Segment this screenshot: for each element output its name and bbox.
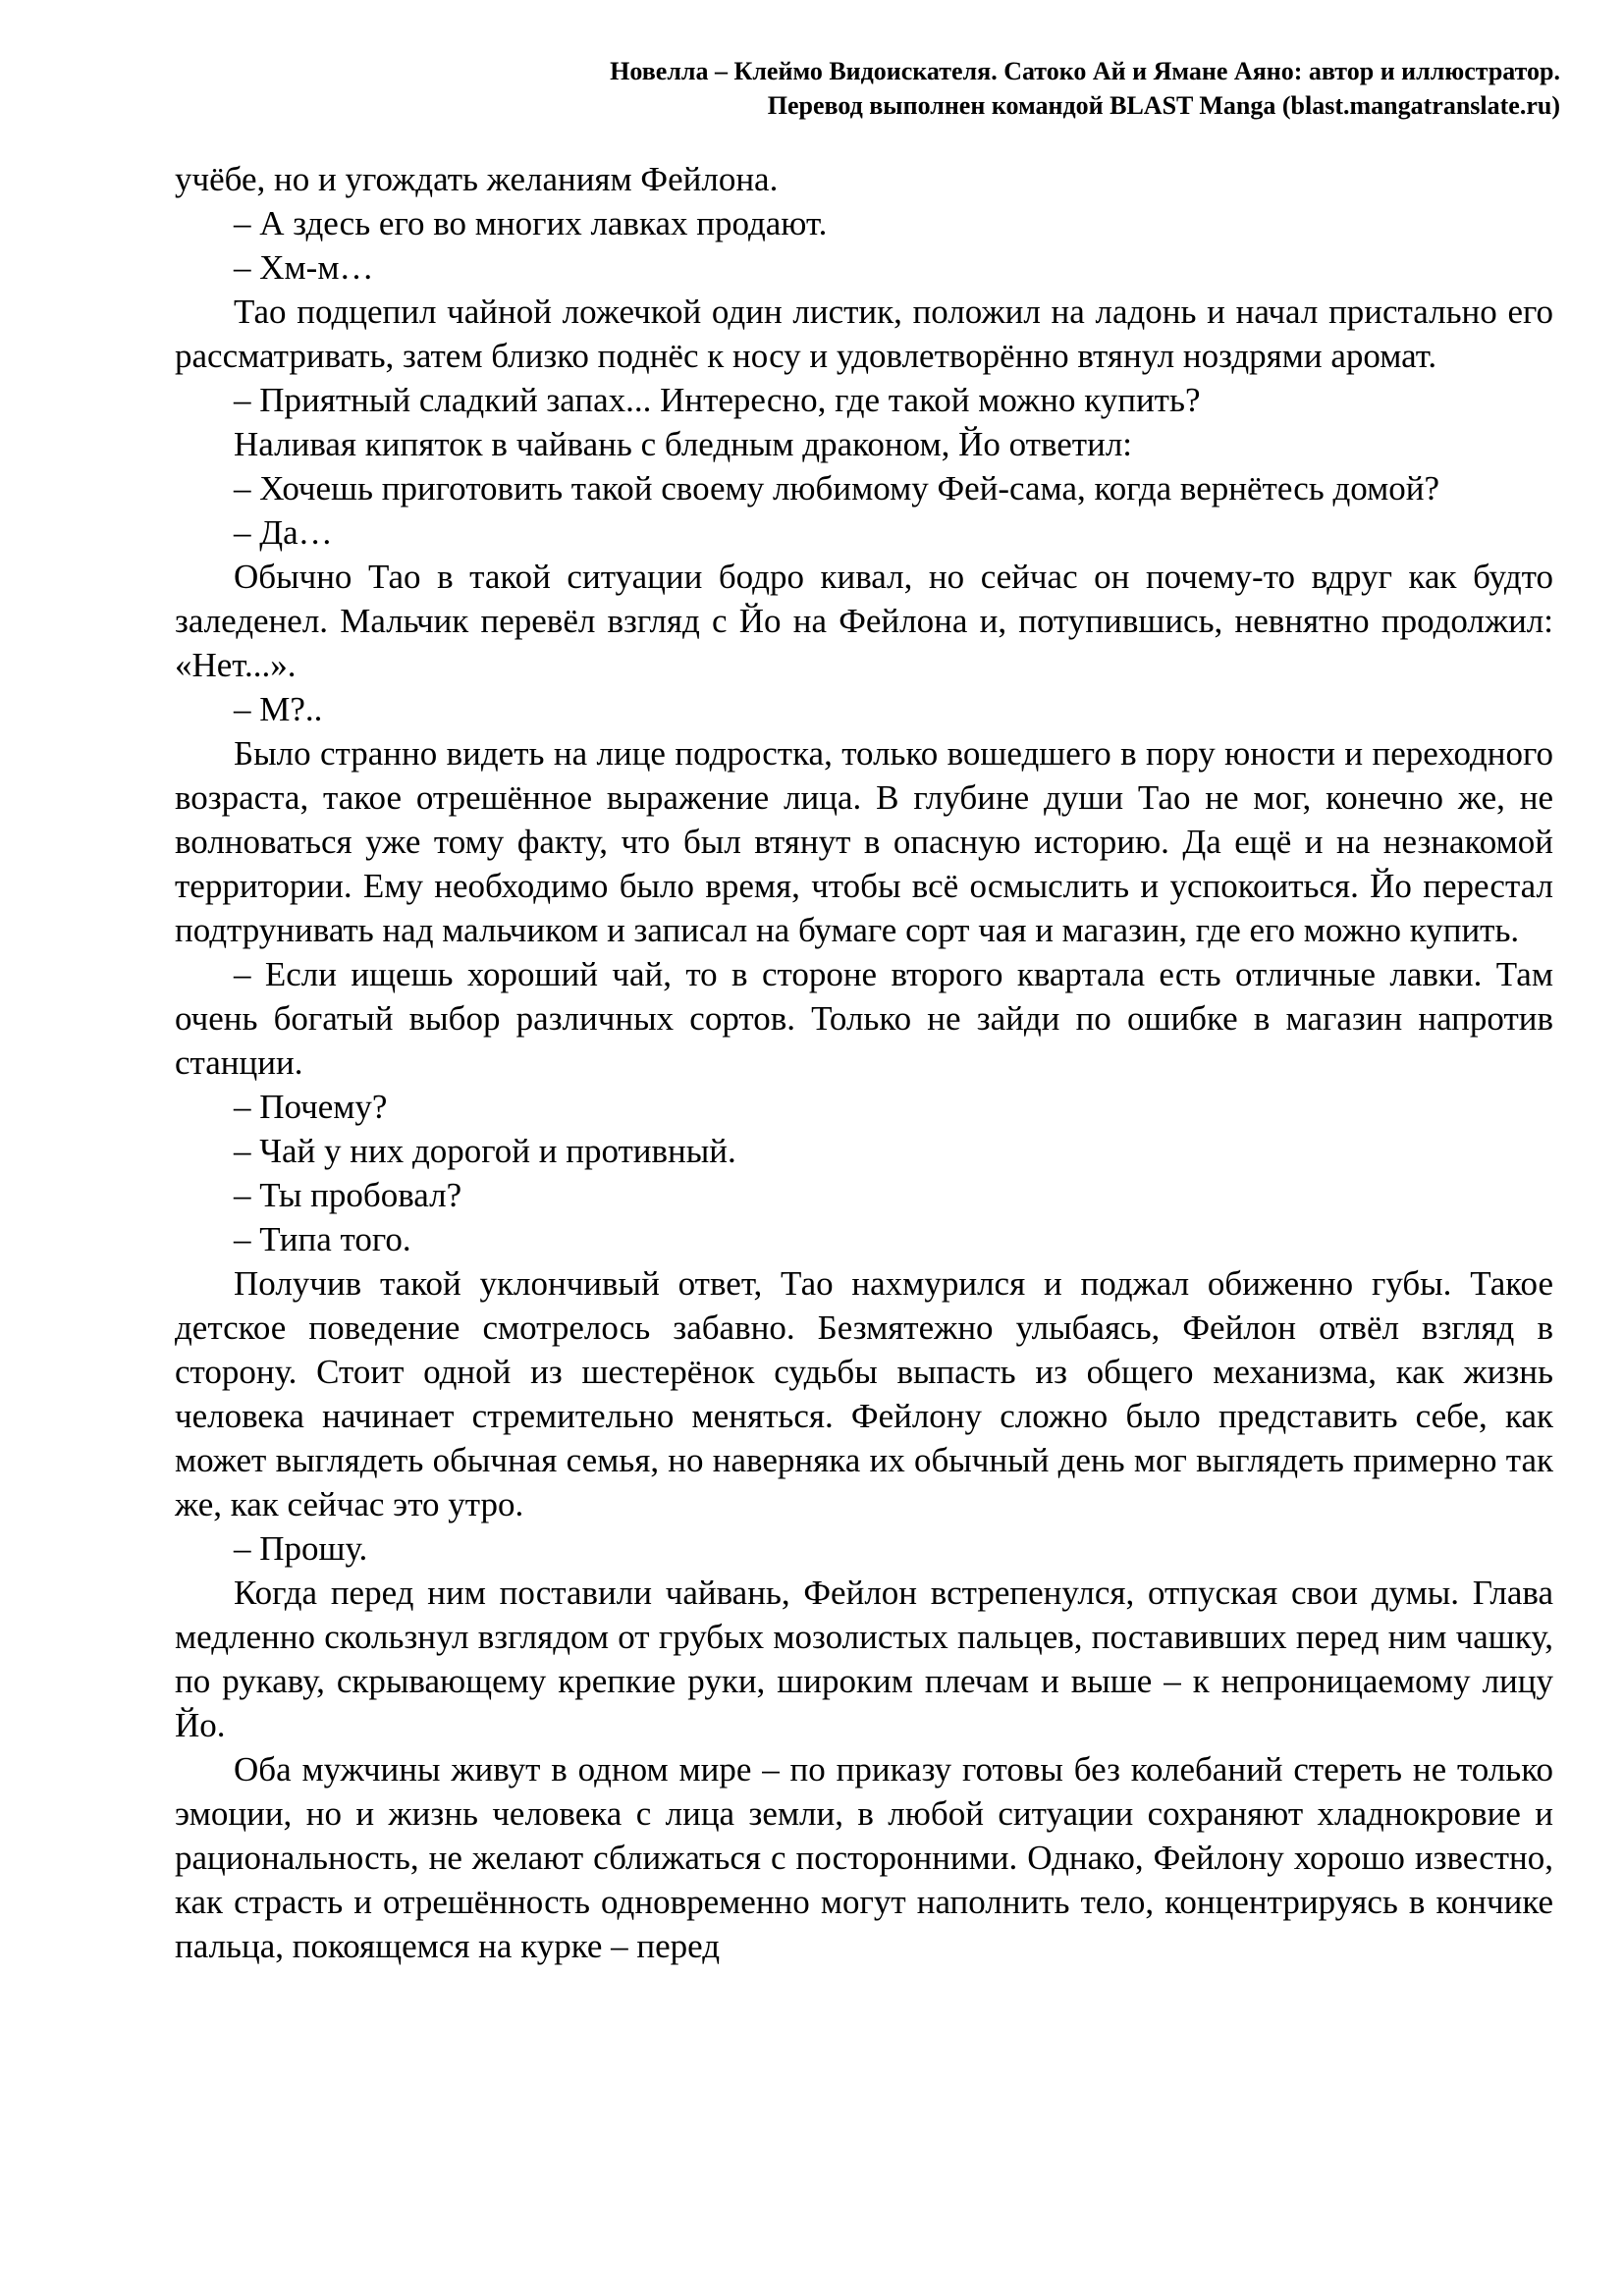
paragraph: – Почему?: [234, 1088, 388, 1126]
paragraph: Получив такой уклончивый ответ, Тао нахмурился и поджал обиженно губы. Такое детское поведение смотрелось забавно. Безмятежно улыбаясь, Фейлон отвёл взгляд в сторону. Стоит одной из шестерёнок судьбы выпасть из общего механизма, как жизнь человека начинает стремительно меняться. Фейлону сложно было представить себе, как может выглядеть обычная семья, но наверняка их обычный день мог выглядеть примерно так же, как сейчас это утро.: [175, 1264, 1553, 1523]
paragraph: – Типа того.: [234, 1220, 411, 1258]
paragraph: – М?..: [234, 690, 323, 728]
paragraph: – Прошу.: [234, 1529, 368, 1568]
paragraph: Было странно видеть на лице подростка, только вошедшего в пору юности и переходного возраста, такое отрешённое выражение лица. В глубине души Тао не мог, конечно же, не волноваться уже тому факту, что был втянут в опасную историю. Да ещё и на незнакомой территории. Ему необходимо было время, чтобы всё осмыслить и успокоиться. Йо перестал подтрунивать над мальчиком и записал на бумаге сорт чая и магазин, где его можно купить.: [175, 734, 1553, 949]
paragraph: – Хочешь приготовить такой своему любимому Фей-сама, когда вернётесь домой?: [234, 469, 1440, 507]
page-header: [186, 54, 1560, 123]
paragraph: Когда перед ним поставили чайвань, Фейлон встрепенулся, отпуская свои думы. Глава медленно скользнул взглядом от грубых мозолистых пальцев, поставивших перед ним чашку, по рукаву, скрывающему крепкие руки, широким плечам и выше – к непроницаемому лицу Йо.: [175, 1574, 1553, 1744]
paragraph: – Если ищешь хороший чай, то в стороне второго квартала есть отличные лавки. Там очень богатый выбор различных сортов. Только не зайди по ошибке в магазин напротив станции.: [175, 955, 1553, 1082]
paragraph: – Чай у них дорогой и противный.: [234, 1132, 736, 1170]
header-credits-line: Перевод выполнен командой BLAST Manga (blast.mangatranslate.ru): [767, 91, 1560, 120]
header-title-line: Новелла – Клеймо Видоискателя. Сатоко Ай и Ямане Аяно: автор и иллюстратор.: [610, 57, 1560, 85]
paragraph: – Приятный сладкий запах... Интересно, где такой можно купить?: [234, 381, 1201, 419]
paragraph: Тао подцепил чайной ложечкой один листик, положил на ладонь и начал пристально его рассматривать, затем близко поднёс к носу и удовлетворённо втянул ноздрями аромат.: [175, 293, 1553, 375]
paragraph: – А здесь его во многих лавках продают.: [234, 204, 828, 242]
paragraph: – Ты пробовал?: [234, 1176, 462, 1214]
body-text: [175, 157, 1553, 1968]
paragraph: Обычно Тао в такой ситуации бодро кивал, но сейчас он почему-то вдруг как будто заледенел. Мальчик перевёл взгляд с Йо на Фейлона и, потупившись, невнятно продолжил: «Нет...».: [175, 558, 1553, 684]
paragraph: учёбе, но и угождать желаниям Фейлона.: [175, 160, 779, 198]
paragraph: – Да…: [234, 513, 333, 552]
paragraph: Наливая кипяток в чайвань с бледным драконом, Йо ответил:: [234, 425, 1133, 463]
paragraph: Оба мужчины живут в одном мире – по приказу готовы без колебаний стереть не только эмоции, но и жизнь человека с лица земли, в любой ситуации сохраняют хладнокровие и рациональность, не желают сближаться с посторонними. Однако, Фейлону хорошо известно, как страсть и отрешённость одновременно могут наполнить тело, концентрируясь в кончике пальца, покоящемся на курке – перед: [175, 1750, 1553, 1965]
paragraph: – Хм-м…: [234, 248, 374, 287]
